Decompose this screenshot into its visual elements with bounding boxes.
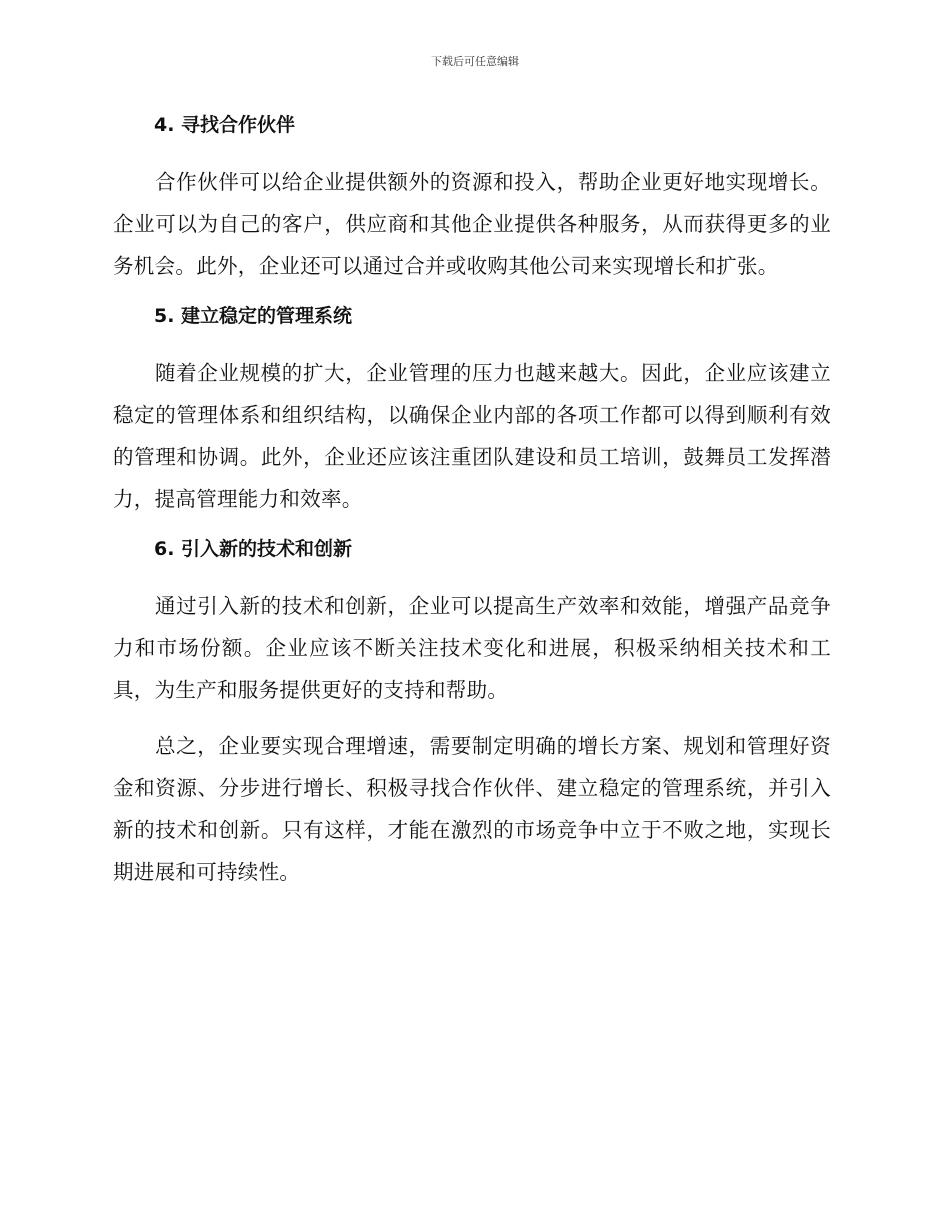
section-heading: 6. 引入新的技术和创新	[154, 538, 353, 560]
section-heading: 4. 寻找合作伙伴	[154, 114, 296, 136]
section-paragraph: 通过引入新的技术和创新，企业可以提高生产效率和效能，增强产品竞争力和市场份额。企业应该不断关注技术变化和进展，积极采纳相关技术和工具，为生产和服务提供更好的支持和帮助。	[113, 594, 831, 702]
page-header-note: 下载后可任意编辑	[431, 55, 519, 68]
section-technology-innovation	[113, 534, 831, 711]
document-body	[113, 110, 831, 907]
section-heading: 5. 建立稳定的管理系统	[154, 305, 353, 327]
section-paragraph: 随着企业规模的扩大，企业管理的压力也越来越大。因此，企业应该建立稳定的管理体系和组织结构，以确保企业内部的各项工作都可以得到顺利有效的管理和协调。此外，企业还应该注重团队建设和员工培训，鼓舞员工发挥潜力，提高管理能力和效率。	[113, 361, 831, 511]
section-paragraph: 合作伙伴可以给企业提供额外的资源和投入，帮助企业更好地实现增长。企业可以为自己的客户，供应商和其他企业提供各种服务，从而获得更多的业务机会。此外，企业还可以通过合并或收购其他公司来实现增长和扩张。	[113, 170, 831, 278]
section-find-partners	[113, 110, 831, 287]
conclusion-paragraph: 总之，企业要实现合理增速，需要制定明确的增长方案、规划和管理好资金和资源、分步进行增长、积极寻找合作伙伴、建立稳定的管理系统，并引入新的技术和创新。只有这样，才能在激烈的市场竞争中立于不败之地，实现长期进展和可持续性。	[113, 734, 831, 884]
section-management-system	[113, 301, 831, 520]
